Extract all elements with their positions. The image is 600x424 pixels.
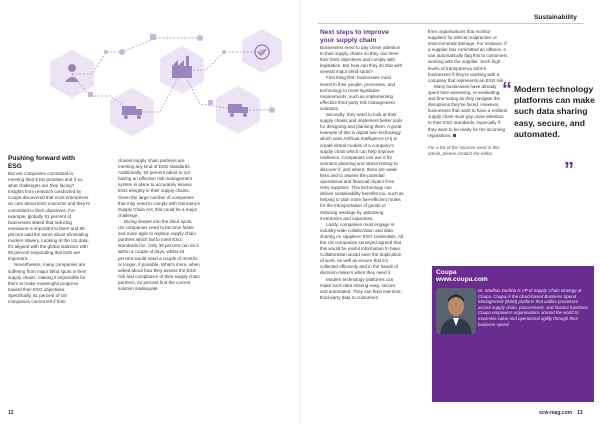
- body-paragraph: But are companies committed to meeting their ESG priorities and if so, what challenges are they facing? Insights from research conducted by Coupa discovered that most enterprises do care about ESG concerns and they're committed to their objectives. For example, globally 91 percent of businesses stated that reducing emissions is important to them and 89 percent said the same about eliminating modern slavery. Looking at the US data, it's aligned with the global statistics with 89 percent responding that both are important.: [8, 171, 90, 262]
- author-box: [432, 266, 594, 402]
- footer-right: [539, 410, 583, 416]
- right-column-1: [320, 29, 404, 414]
- section-heading-next-steps: Next steps to improve your supply chain: [320, 29, 389, 44]
- body-paragraph: Businesses need to pay closer attention to their supply chains so they can meet their ESG objectives and comply with legislation. But how can they do that with several major blind spots?: [320, 45, 403, 75]
- author-photo: [436, 288, 476, 334]
- body-paragraph: Secondly, they need to look at their supply chains and implement better tools for designing and planning them. A great example of this is digital twin technology which uses Artificial Intelligence (AI) to create virtual models of a company's supply chain which can help improve resilience. Companies can use it for scenario planning and stress testing to discover if, and where, there are weak links and to assess the potential operational and financial impact from risky suppliers. This technology can deliver sustainability benefits too, such as helping to plan more fuel-efficient routes for the transportation of goods or reducing wastage by optimising inventories and capacities.: [320, 112, 404, 221]
- body-paragraph: from organisations that monitor suppliers for ethical malpractice or environmental damage. For instance, if a supplier has committed an offence, it can automatically flag this to customers working with the supplier. Such high levels of transparency inform businesses if they're working with a company that represents an ESG risk.: [428, 29, 508, 83]
- left-column-1: [8, 155, 90, 405]
- pull-quote: Modern technology platforms can make such data sharing easy, secure, and automated.: [514, 84, 595, 139]
- supply-chain-illustration: [10, 0, 302, 150]
- company-url[interactable]: www.coupa.com: [436, 276, 488, 284]
- site-url: scw-mag.com: [539, 410, 573, 416]
- body-paragraph: First thing first: businesses must invest in their people, processes, and technology to meet legislative requirements, such as implementing effective third-party risk management solutions.: [320, 75, 396, 111]
- page-number-left: 12: [8, 410, 14, 416]
- open-quote-icon: “: [502, 79, 512, 101]
- section-rule: [318, 23, 584, 24]
- body-paragraph: Nevertheless, many companies are suffering from major blind spots in their supply chains, making it impossible for them to make meaningful progress toward their ESG objectives. Specifically, 61 percent of US companies cannot tell if their: [8, 262, 87, 304]
- end-mark-icon: [453, 134, 456, 137]
- close-quote-icon: ”: [564, 159, 574, 181]
- body-paragraph: Lastly, companies must engage in industry-wide collaboration and data sharing on suppliers' ESG credentials. All the US companies surveyed agreed that this would be useful information to have. Collaboration would save the duplication of work, as well as ensure that it's collected efficiently and in the hands of decision-makers when they need it.: [320, 221, 404, 276]
- body-paragraph: Modern technology platforms can make such data sharing easy, secure, and automated. They can feed real-time, third-party data to customers: [320, 276, 402, 300]
- author-box-heading: [436, 269, 488, 284]
- author-bio: Dr. Madhav Durbha is VP of Supply Chain strategy at Coupa. Coupa is the cloud-based Business Spend Management (BSM) platform that unifies processes across supply chain, procurement, and finance functions. Coupa empowers organisations around the world to maximise value and operational agility through their business spend.: [478, 288, 589, 327]
- author-portrait-icon: [436, 288, 476, 334]
- left-column-2: [118, 158, 200, 388]
- page-number-right: 13: [577, 410, 583, 416]
- section-heading-esg: Pushing forward with ESG: [8, 155, 76, 170]
- body-paragraph: closest supply chain partners are meeting any kind of ESG standards. Additionally, 53 percent admit to not having an effective risk management system in place to accurately assess ESG integrity in their supply chains. Given the large number of companies that may need to comply with Germany's Supply Chain Act, this could be a major challenge.: [118, 158, 200, 218]
- body-paragraph: Diving deeper into the blind spots, US companies need to become faster and more agile to replace supply chain partners which fail to meet ESG standards too. Only 36 percent can do it within a couple of days, whilst 43 percent would need a couple of months or longer, if possible. What's more, when asked about how they assess the ESG risk and compliance of their supply chain partners, 61 percent find the current solution inadequate.: [118, 218, 200, 291]
- section-tag: Sustainability: [534, 14, 577, 21]
- hexagon-backgrounds: [50, 29, 282, 136]
- company-name: Coupa: [436, 269, 457, 276]
- sources-note: For a list of the sources used in this article, please contact the editor.: [428, 144, 500, 156]
- body-paragraph: Many businesses have already spent time assessing, re-evaluating, and fine-tuning as they navigate the disruptions they've faced. However, businesses that want to have a resilient supply chain must pay close attention to their ESG standards, especially if they want to be ready for the incoming regulations.: [428, 83, 508, 138]
